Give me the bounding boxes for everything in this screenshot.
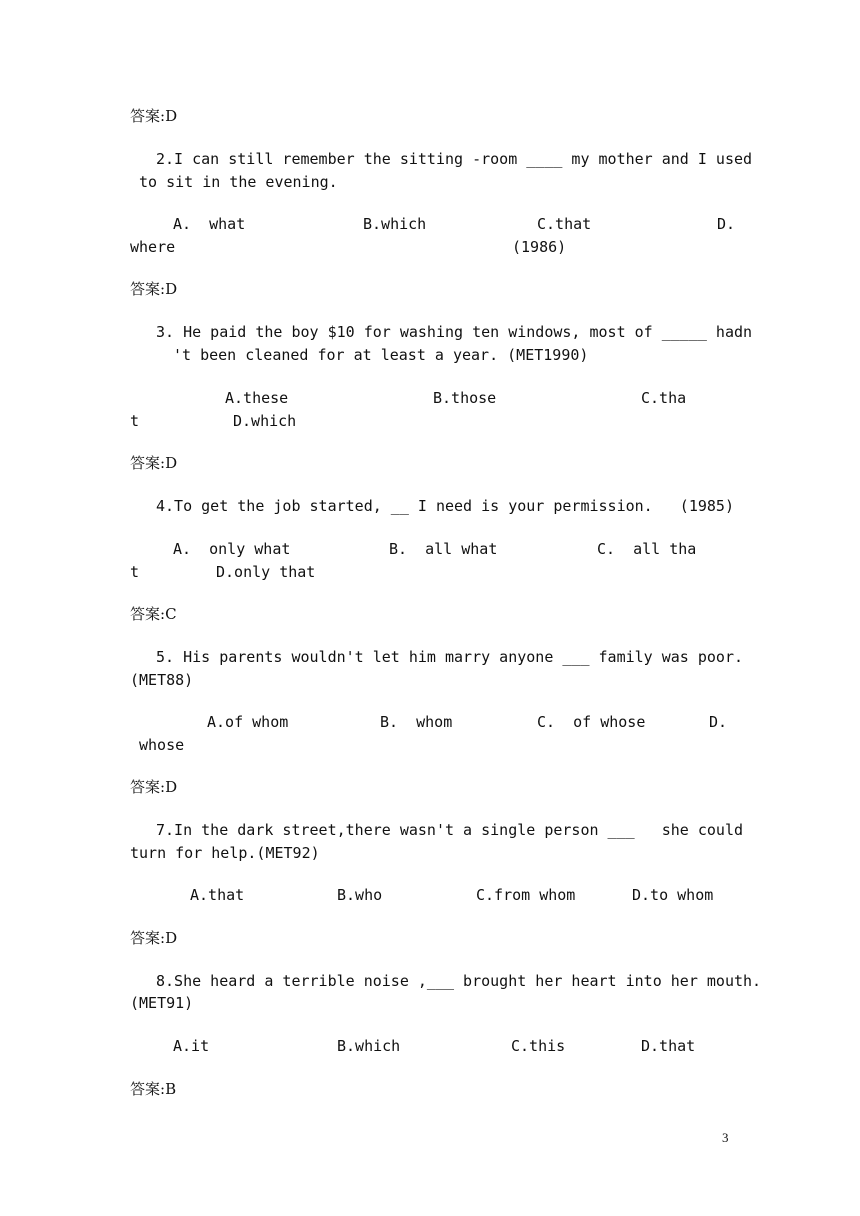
page-number: 3 [722,1130,729,1145]
question-7-line-2: turn for help.(MET92) [130,844,320,862]
question-2-option-b: B.which [363,215,427,233]
question-3-option-b: B.those [433,389,497,407]
answer-prefix: 答案: [130,107,166,125]
answer-letter: C [165,605,177,623]
question-5-option-a: A.of whom [207,713,289,731]
question-8-line-1: 8.She heard a terrible noise ,___ brought her heart into her mouth. [156,972,762,990]
answer-prefix: 答案: [130,778,166,796]
question-8-option-d: D.that [641,1037,696,1055]
question-5-option-b: B. whom [380,713,453,731]
question-5-line-2: (MET88) [130,671,194,689]
question-4-line-1: 4.To get the job started, __ I need is your permission. (1985) [156,497,734,515]
question-3-line-1: 3. He paid the boy $10 for washing ten windows, most of _____ hadn [156,323,753,341]
answer-line [130,603,177,625]
answer-letter: D [165,280,178,298]
answer-line [130,105,177,127]
answer-prefix: 答案: [130,280,166,298]
question-5-line-1: 5. His parents wouldn't let him marry anyone ___ family was poor. [156,648,743,666]
question-4-option-c-head: C. all tha [597,540,697,558]
answer-line [130,278,177,300]
question-8-option-a: A.it [173,1037,210,1055]
answer-prefix: 答案: [130,605,166,623]
question-5-option-c: C. of whose [537,713,646,731]
answer-prefix: 答案: [130,929,166,947]
question-2-source: (1986) [512,238,567,256]
question-3-option-d: D.which [233,412,297,430]
question-3-option-a: A.these [225,389,289,407]
question-7-option-d: D.to whom [632,886,714,904]
question-2-option-d-head: D. [717,215,736,233]
question-4-option-d: D.only that [216,563,316,581]
answer-line [130,1078,176,1100]
question-5-option-d-tail: whose [139,736,185,754]
question-2-line-1: 2.I can still remember the sitting -room ____ my mother and I used [156,150,753,168]
answer-letter: D [165,107,178,125]
question-7-line-1: 7.In the dark street,there wasn't a single person ___ she could [156,821,743,839]
answer-letter: D [165,929,178,947]
question-5-option-d-head: D. [709,713,728,731]
question-2-option-c: C.that [537,215,592,233]
question-4-option-b: B. all what [389,540,498,558]
question-2-option-d-tail: where [130,238,176,256]
answer-line [130,452,177,474]
question-2-option-a: A. what [173,215,246,233]
question-2-line-2: to sit in the evening. [139,173,338,191]
question-8-option-c: C.this [511,1037,566,1055]
question-7-option-a: A.that [190,886,245,904]
question-4-option-a: A. only what [173,540,291,558]
question-8-option-b: B.which [337,1037,401,1055]
answer-letter: D [165,778,178,796]
question-7-option-b: B.who [337,886,383,904]
answer-letter: B [165,1080,177,1098]
question-3-line-2: 't been cleaned for at least a year. (MET1990) [173,346,589,364]
answer-letter: D [165,454,178,472]
answer-prefix: 答案: [130,1080,166,1098]
question-3-option-c-head: C.tha [641,389,687,407]
question-8-line-2: (MET91) [130,994,194,1012]
answer-line [130,776,177,798]
question-7-option-c: C.from whom [476,886,576,904]
answer-line [130,927,177,949]
question-4-option-c-tail: t [130,563,140,581]
question-3-option-c-tail: t [130,412,140,430]
answer-prefix: 答案: [130,454,166,472]
